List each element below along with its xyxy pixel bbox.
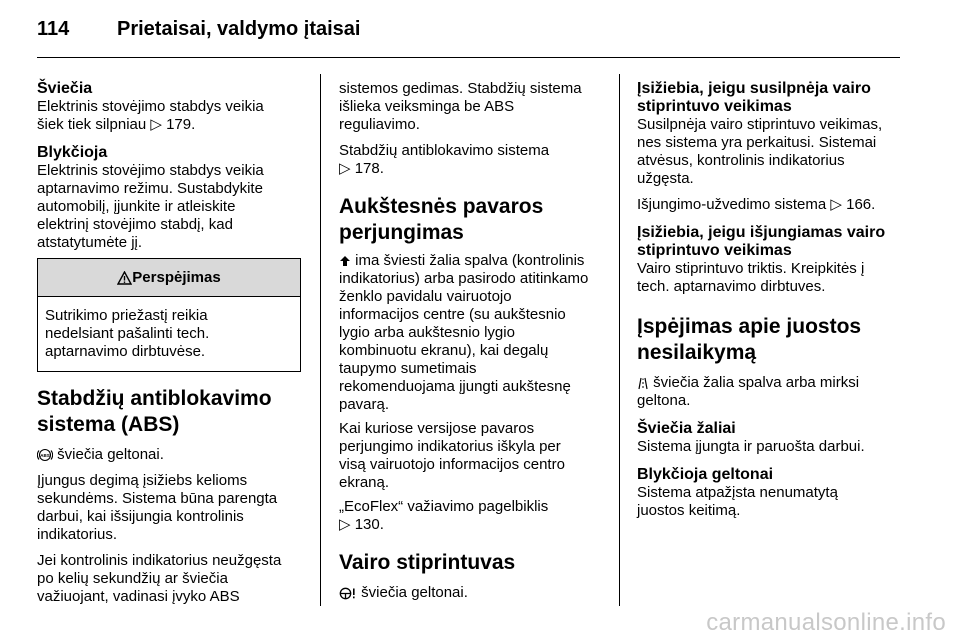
subheading-yellow: Blykčioja geltonai — [637, 466, 774, 483]
section-title: Prietaisai, valdymo įtaisai — [117, 18, 361, 40]
text-line: sekundėms. Sistema būna parengta — [37, 490, 278, 507]
text-line: atstatytumėte jį. — [37, 234, 143, 251]
gear-status-line — [339, 252, 605, 270]
subheading-assist-off: stiprintuvo veikimas — [637, 242, 792, 259]
text-line: aptarnavimo režimu. Sustabdykite — [37, 180, 263, 197]
warning-line: nedelsiant pašalinti tech. — [45, 325, 210, 342]
warning-line: Sutrikimo priežastį reikia — [45, 307, 208, 324]
text-line: automobilį, įjunkite ir atleiskite — [37, 198, 236, 215]
warning-header — [38, 259, 300, 297]
column-divider-1 — [320, 74, 321, 606]
text-line: važiuojant, vadinasi įvyko ABS — [37, 588, 240, 605]
text-line: ekraną. — [339, 474, 390, 491]
subheading-assist-off: Įsižiebia, jeigu išjungiamas vairo — [637, 224, 886, 241]
text-line: indikatorius) arba pasirodo atitinkamo — [339, 270, 589, 287]
text-line: Sistema atpažįsta nenumatytą — [637, 484, 838, 501]
text-line: Kai kuriose versijose pavaros — [339, 420, 535, 437]
lane-status-line — [637, 374, 907, 392]
text-line: „EcoFlex“ važiavimo pagelbiklis — [339, 498, 549, 515]
text-line: sistemos gedimas. Stabdžių sistema — [339, 80, 582, 97]
watermark: carmanualsonline.info — [706, 609, 946, 636]
text-line: darbui, kai išsijungia kontrolinis — [37, 508, 244, 525]
heading-lane-departure: Įspėjimas apie juostos — [637, 315, 862, 338]
heading-abs: sistema (ABS) — [37, 413, 180, 436]
warning-line: aptarnavimo dirbtuvėse. — [45, 343, 206, 360]
text-line: visą vairuotojo informacijos centro — [339, 456, 565, 473]
text-line: taupymo sumetimais — [339, 360, 477, 377]
text-line: išlieka veiksminga be ABS — [339, 98, 515, 115]
gear-status-text: ima šviesti žalia spalva (kontrolinis — [351, 252, 585, 269]
text-line: užgęsta. — [637, 170, 694, 187]
heading-gear-shift: perjungimas — [339, 221, 464, 244]
subheading-reduced-assist: Įsižiebia, jeigu susilpnėja vairo — [637, 80, 871, 97]
text-line: Stabdžių antiblokavimo sistema — [339, 142, 550, 159]
abs-warning-icon — [37, 448, 53, 462]
heading-gear-shift: Aukštesnės pavaros — [339, 195, 544, 218]
heading-power-steering: Vairo stiprintuvas — [339, 551, 516, 574]
text-line: ▷ 130. — [339, 516, 384, 533]
text-line: Elektrinis stovėjimo stabdys veikia — [37, 162, 264, 179]
warning-triangle-icon — [117, 271, 132, 285]
column-2 — [339, 80, 605, 602]
lane-status-text: šviečia žalia spalva arba mirksi — [649, 374, 860, 391]
shift-up-icon — [339, 255, 351, 267]
text-line: indikatorius. — [37, 526, 118, 543]
text-line: Įjungus degimą įsižiebs kelioms — [37, 472, 248, 489]
warning-box — [37, 258, 301, 372]
steering-status-line — [339, 584, 605, 602]
subheading-reduced-assist: stiprintuvo veikimas — [637, 98, 792, 115]
text-line: Susilpnėja vairo stiprintuvo veikimas, — [637, 116, 883, 133]
text-line: Jei kontrolinis indikatorius neužgęsta — [37, 552, 282, 569]
text-line: Vairo stiprintuvo triktis. Kreipkitės į — [637, 260, 865, 277]
heading-lane-departure: nesilaikymą — [637, 341, 757, 364]
text-line: geltona. — [637, 392, 691, 409]
text-line: Išjungimo-užvedimo sistema ▷ 166. — [637, 196, 876, 213]
header-rule — [37, 57, 900, 58]
text-line: kombinuotu ekranu), kai degalų — [339, 342, 549, 359]
column-1 — [37, 80, 301, 606]
text-line: po kelių sekundžių ar šviečia — [37, 570, 228, 587]
svg-text:ABS: ABS — [40, 453, 50, 459]
text-line: informacijos centre (su aukštesnio — [339, 306, 566, 323]
subheading-green: Šviečia žaliai — [637, 420, 736, 437]
lane-departure-icon — [637, 377, 649, 390]
warning-title: Perspėjimas — [132, 268, 221, 286]
text-line: reguliavimo. — [339, 116, 420, 133]
text-line: lygio arba aukštesnio lygio — [339, 324, 515, 341]
subheading-blinks: Blykčioja — [37, 144, 108, 161]
text-line: šiek tiek silpniau ▷ 179. — [37, 116, 196, 133]
text-line: atvėsus, kontrolinis indikatorius — [637, 152, 845, 169]
steering-wheel-warning-icon — [339, 587, 357, 600]
heading-abs: Stabdžių antiblokavimo — [37, 387, 272, 410]
text-line: Elektrinis stovėjimo stabdys veikia — [37, 98, 264, 115]
steering-status-text: šviečia geltonai. — [361, 584, 468, 601]
text-line: nes sistema yra perkaitusi. Sistemai — [637, 134, 877, 151]
text-line: perjungimo indikatorius iškyla per — [339, 438, 561, 455]
text-line: pavarą. — [339, 396, 390, 413]
subheading-shines: Šviečia — [37, 80, 93, 97]
text-line: Sistema įjungta ir paruošta darbui. — [637, 438, 865, 455]
text-line: elektrinį stovėjimo stabdį, kad — [37, 216, 233, 233]
text-line: rekomenduojama įjungti aukštesnę — [339, 378, 571, 395]
abs-status-line — [37, 446, 301, 464]
column-3 — [637, 80, 907, 520]
text-line: juostos keitimą. — [637, 502, 741, 519]
text-line: ženklo pavidalu vairuotojo — [339, 288, 512, 305]
text-line: ▷ 178. — [339, 160, 384, 177]
text-line: tech. aptarnavimo dirbtuves. — [637, 278, 826, 295]
column-divider-2 — [619, 74, 620, 606]
abs-status-text: šviečia geltonai. — [57, 446, 164, 463]
page-number: 114 — [37, 18, 70, 40]
